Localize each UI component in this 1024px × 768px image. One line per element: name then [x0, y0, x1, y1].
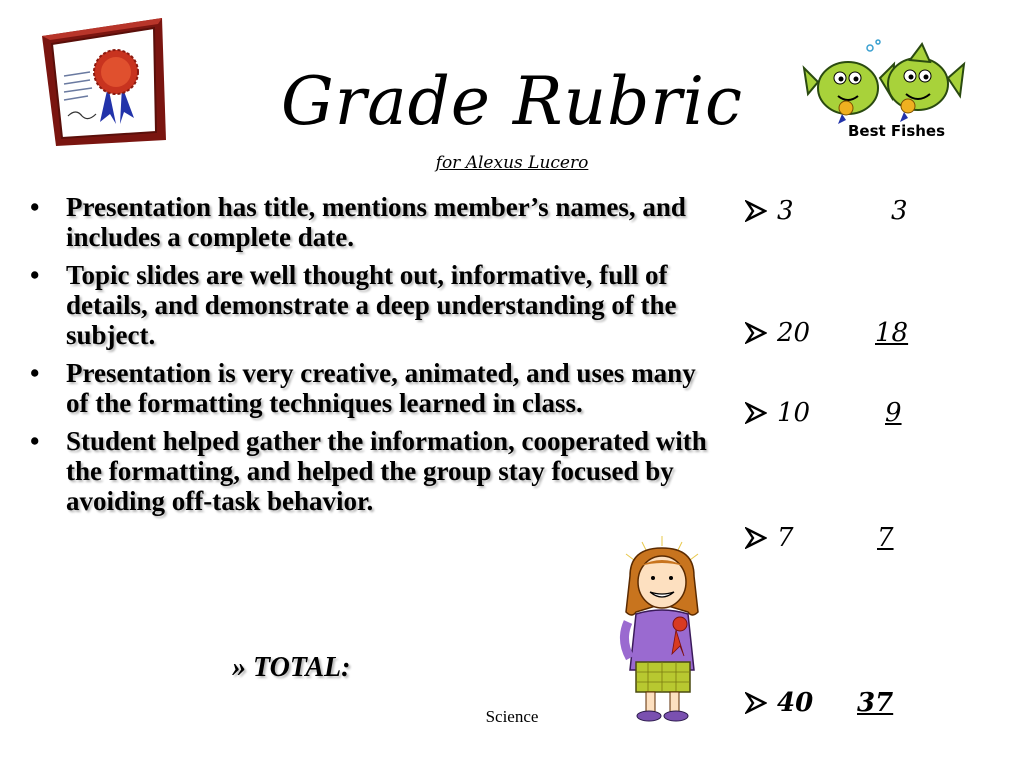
criterion-item: • Topic slides are well thought out, informative, full of details, and demonstrate a deep understanding of the subject.: [30, 260, 710, 350]
arrow-bullet-icon: [745, 402, 767, 424]
page-subtitle: for Alexus Lucero: [435, 153, 589, 173]
footer-text: Science: [485, 707, 539, 726]
total-label: » TOTAL:: [232, 652, 351, 683]
criterion-item: • Presentation has title, mentions member’s names, and includes a complete date.: [30, 192, 710, 252]
score-row: [745, 398, 925, 438]
score-possible-total: 40: [777, 688, 814, 718]
arrow-bullet-icon: [745, 200, 767, 222]
score-possible: 7: [777, 523, 794, 553]
page-title: Grade Rubric: [281, 63, 743, 140]
score-earned-total: 37: [857, 688, 894, 718]
score-row: [745, 523, 925, 563]
score-earned: 3: [891, 196, 908, 226]
best-fishes-caption: Best Fishes: [848, 122, 946, 140]
score-row: [745, 318, 925, 358]
score-earned: 18: [875, 318, 909, 348]
arrow-bullet-icon: [745, 322, 767, 344]
criterion-item: • Presentation is very creative, animated, and uses many of the formatting techniques learned in class.: [30, 358, 710, 418]
best-fishes-icon: [800, 38, 968, 142]
arrow-bullet-icon: [745, 527, 767, 549]
girl-with-ribbon-icon: [612, 536, 712, 722]
score-earned: 7: [877, 523, 894, 553]
criteria-list: [30, 192, 710, 524]
score-possible: 3: [777, 196, 794, 226]
score-possible: 20: [777, 318, 811, 348]
score-row: [745, 196, 925, 236]
score-earned: 9: [885, 398, 902, 428]
criterion-item: • Student helped gather the information, cooperated with the formatting, and helped the group stay focused by avoiding off-task behavior.: [30, 426, 710, 516]
score-possible: 10: [777, 398, 811, 428]
